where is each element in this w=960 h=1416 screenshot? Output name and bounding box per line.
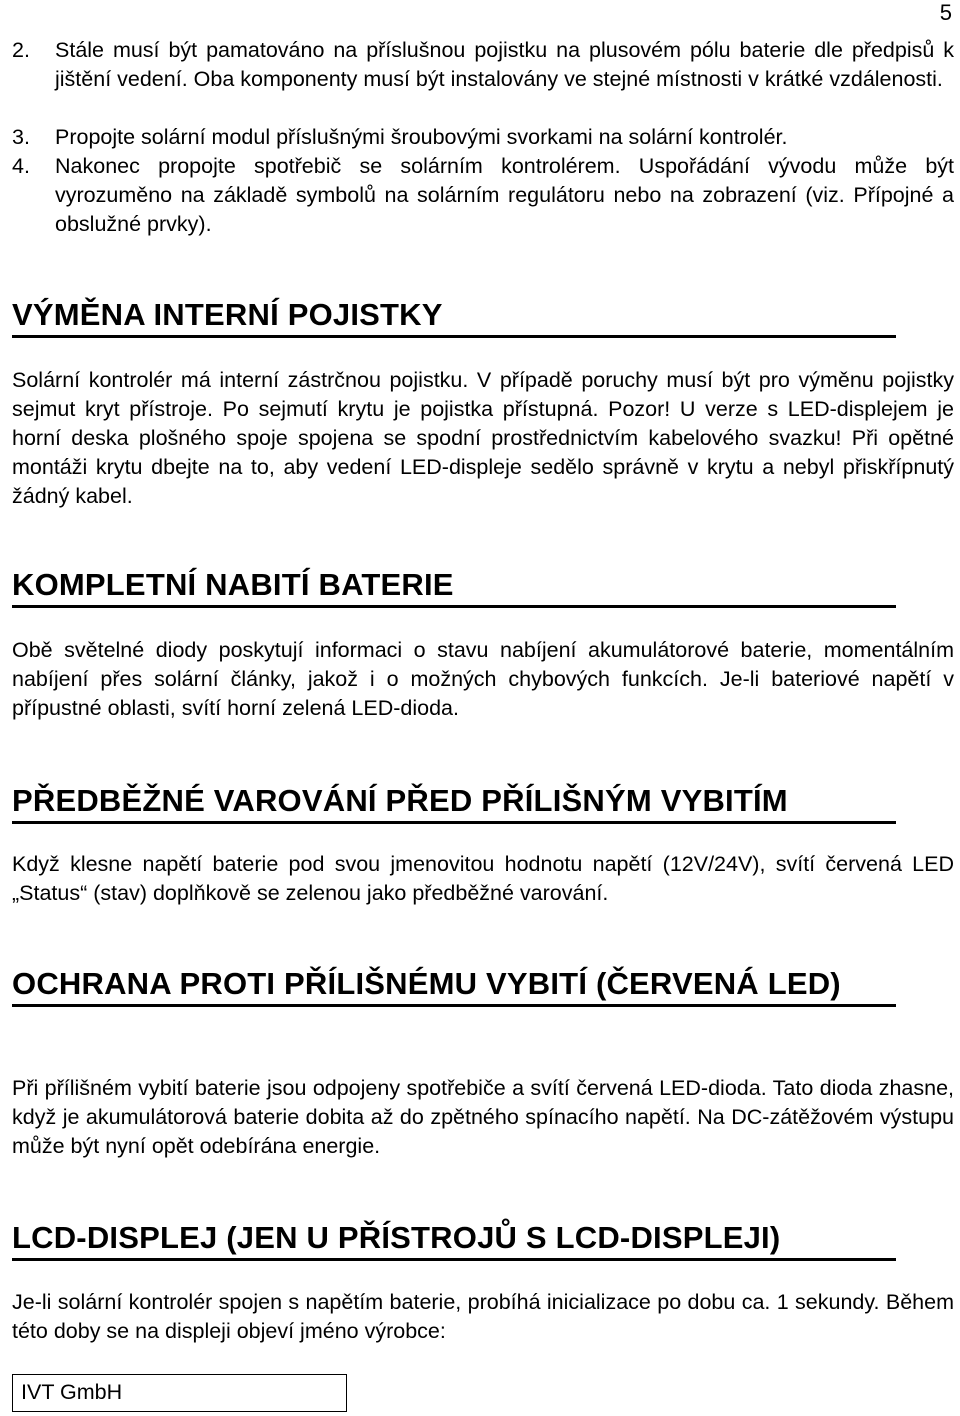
section-body: Když klesne napětí baterie pod svou jmenovitou hodnotu napětí (12V/24V), svítí červená LED „Status“ (stav) doplňkově se zelenou jako předběžné varování. [12, 852, 954, 905]
list-item-number: 4. [12, 154, 30, 178]
section-heading: PŘEDBĚŽNÉ VAROVÁNÍ PŘED PŘÍLIŠNÝM VYBITÍM [12, 781, 896, 824]
section-body: Je-li solární kontrolér spojen s napětím baterie, probíhá inicializace po dobu ca. 1 sekundy. Během této doby se na displeji objeví jméno výrobce: [12, 1290, 954, 1343]
list-item-number: 3. [12, 125, 30, 149]
section-heading: LCD-DISPLEJ (JEN U PŘÍSTROJŮ S LCD-DISPLEJI) [12, 1218, 896, 1261]
page-number: 5 [939, 0, 952, 25]
section-body: Obě světelné diody poskytují informaci o stavu nabíjení akumulátorové baterie, momentálním nabíjení přes solární články, jakož i o možných chybových funkcích. Je-li bateriové napětí v přípustné oblasti, svítí horní zelená LED-dioda. [12, 638, 954, 720]
section-heading: KOMPLETNÍ NABITÍ BATERIE [12, 565, 896, 608]
list-item [12, 36, 954, 94]
list-item-text: Propojte solární modul příslušnými šroubovými svorkami na solární kontrolér. [55, 125, 788, 149]
list-item-number: 2. [12, 38, 30, 62]
section-body: Při přílišném vybití baterie jsou odpojeny spotřebiče a svítí červená LED-dioda. Tato dioda zhasne, když je akumulátorová baterie dobita až do zpětného spínacího napětí. Na DC-zátěžovém výstupu může být nyní opět odebírána energie. [12, 1076, 954, 1158]
section-heading: VÝMĚNA INTERNÍ POJISTKY [12, 295, 896, 338]
section-heading: OCHRANA PROTI PŘÍLIŠNÉMU VYBITÍ (ČERVENÁ LED) [12, 964, 896, 1007]
list-item [12, 152, 954, 239]
list-item [12, 123, 954, 152]
display-text-box: IVT GmbH [12, 1374, 347, 1412]
section-body: Solární kontrolér má interní zástrčnou pojistku. V případě poruchy musí být pro výměnu pojistky sejmut kryt přístroje. Po sejmutí krytu je pojistka přístupná. Pozor! U verze s LED-displejem je horní deska plošného spoje spojena se spodní prostřednictvím kabelového svazku! Při opětné montáži krytu dbejte na to, aby vedení LED-displeje sedělo správně v krytu a nebyl přiskřípnutý žádný kabel. [12, 368, 954, 508]
list-item-text: Stále musí být pamatováno na příslušnou pojistku na plusovém pólu baterie dle předpisů k jištění vedení. Oba komponenty musí být instalovány ve stejné místnosti v krátké vzdálenosti. [55, 38, 954, 91]
list-item-text: Nakonec propojte spotřebič se solárním kontrolérem. Uspořádání vývodu může být vyrozuměno na základě symbolů na solárním regulátoru nebo na zobrazení (viz. Přípojné a obslužné prvky). [55, 154, 954, 236]
